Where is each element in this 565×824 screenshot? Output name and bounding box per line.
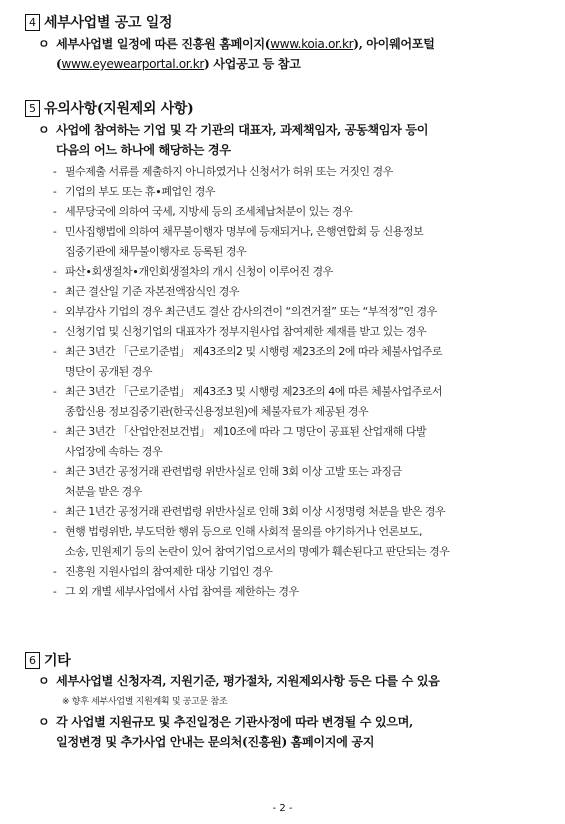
section-title: 유의사항(지원제외 사항) bbox=[44, 101, 194, 117]
bullet-item bbox=[38, 671, 541, 691]
bullet-mark: ㅇ bbox=[38, 715, 50, 729]
dash-mark: - bbox=[53, 225, 57, 238]
list-item bbox=[53, 222, 543, 262]
dash-mark: - bbox=[53, 305, 57, 318]
dash-mark: - bbox=[53, 345, 57, 358]
section-number-box: 4 bbox=[25, 14, 40, 31]
list-item-text: 필수제출 서류를 제출하지 아니하였거나 신청서가 허위 또는 거짓인 경우 bbox=[65, 165, 393, 178]
dash-mark: - bbox=[53, 425, 57, 438]
section-5-header bbox=[25, 98, 193, 118]
dash-mark: - bbox=[53, 265, 57, 278]
dash-mark: - bbox=[53, 285, 57, 298]
list-item bbox=[53, 282, 543, 302]
list-item bbox=[53, 502, 543, 522]
list-item-text: 최근 1년간 공정거래 관련법령 위반사실로 인해 3회 이상 시정명령 처분을 받은 경우 bbox=[65, 505, 446, 518]
list-item-text: 최근 3년간 「근로기준법」 제43조의2 및 시행령 제23조의 2에 따라 체불사업주로 명단이 공개된 경우 bbox=[65, 345, 442, 378]
list-item bbox=[53, 162, 543, 182]
bullet-item bbox=[38, 120, 541, 160]
bullet-text: 각 사업별 지원규모 및 추진일정은 기관사정에 따라 변경될 수 있으며, 일정변경 및 추가사업 안내는 문의처(진흥원) 홈페이지에 공지 bbox=[56, 715, 413, 749]
bullet-text: 세부사업별 일정에 따른 진흥원 홈페이지(www.koia.or.kr), 아이웨어포털 (www.eyewearportal.or.kr) 사업공고 등 참고 bbox=[56, 37, 435, 71]
list-item-text: 최근 3년간 공정거래 관련법령 위반사실로 인해 3회 이상 고발 또는 과징금 처분을 받은 경우 bbox=[65, 465, 402, 498]
list-item-text: 파산∙회생절차∙개인회생절차의 개시 신청이 이루어진 경우 bbox=[65, 265, 333, 278]
section-number-box: 6 bbox=[25, 652, 40, 669]
note-text: ※ 향후 세부사업별 지원계획 및 공고문 참조 bbox=[62, 697, 228, 707]
dash-mark: - bbox=[53, 165, 57, 178]
koia-link[interactable]: www.koia.or.kr bbox=[270, 37, 354, 51]
list-item bbox=[53, 322, 543, 342]
list-item-text: 진흥원 지원사업의 참여제한 대상 기업인 경우 bbox=[65, 565, 273, 578]
list-item bbox=[53, 562, 543, 582]
dash-mark: - bbox=[53, 525, 57, 538]
list-item bbox=[53, 462, 543, 502]
bullet-mark: ㅇ bbox=[38, 37, 50, 51]
list-item-text: 외부감사 기업의 경우 최근년도 결산 감사의견이 “의견거절” 또는 “부적정”인 경우 bbox=[65, 305, 437, 318]
list-item bbox=[53, 582, 543, 602]
list-item bbox=[53, 202, 543, 222]
list-item-text: 그 외 개별 세부사업에서 사업 참여를 제한하는 경우 bbox=[65, 585, 299, 598]
dash-mark: - bbox=[53, 585, 57, 598]
list-item-text: 현행 법령위반, 부도덕한 행위 등으로 인해 사회적 물의를 야기하거나 언론보도, 소송, 민원제기 등의 논란이 있어 참여기업으로서의 명예가 훼손된다고 판단되는 경우 bbox=[65, 525, 450, 558]
list-item bbox=[53, 182, 543, 202]
list-item-text: 최근 3년간 「근로기준법」 제43조3 및 시행령 제23조의 4에 따른 체불사업주로서 종합신용 정보집중기관(한국신용정보원)에 체불자료가 제공된 경우 bbox=[65, 385, 442, 418]
dash-mark: - bbox=[53, 185, 57, 198]
dash-mark: - bbox=[53, 385, 57, 398]
list-item bbox=[53, 262, 543, 282]
dash-mark: - bbox=[53, 565, 57, 578]
list-item-text: 민사집행법에 의하여 채무불이행자 명부에 등재되거나, 은행연합회 등 신용정보 집중기관에 채무불이행자로 등록된 경우 bbox=[65, 225, 424, 258]
section-4-header bbox=[25, 12, 172, 32]
list-item bbox=[53, 382, 543, 422]
bullet-mark: ㅇ bbox=[38, 123, 50, 137]
list-item bbox=[53, 522, 543, 562]
list-item bbox=[53, 342, 543, 382]
dash-mark: - bbox=[53, 205, 57, 218]
dash-mark: - bbox=[53, 325, 57, 338]
bullet-item bbox=[38, 712, 541, 752]
list-item-text: 최근 결산일 기준 자본전액잠식인 경우 bbox=[65, 285, 240, 298]
list-item-text: 세무당국에 의하여 국세, 지방세 등의 조세체납처분이 있는 경우 bbox=[65, 205, 353, 218]
eyewearportal-link[interactable]: www.eyewearportal.or.kr bbox=[61, 57, 204, 71]
bullet-mark: ㅇ bbox=[38, 674, 50, 688]
dash-mark: - bbox=[53, 465, 57, 478]
section-6-header bbox=[25, 650, 70, 670]
list-item bbox=[53, 422, 543, 462]
page-number: - 2 - bbox=[272, 803, 293, 814]
dash-mark: - bbox=[53, 505, 57, 518]
section-title: 세부사업별 공고 일정 bbox=[44, 15, 173, 31]
section-title: 기타 bbox=[44, 653, 71, 669]
list-item-text: 기업의 부도 또는 휴∙폐업인 경우 bbox=[65, 185, 216, 198]
list-item-text: 신청기업 및 신청기업의 대표자가 정부지원사업 참여제한 제재를 받고 있는 경우 bbox=[65, 325, 427, 338]
bullet-item bbox=[38, 34, 541, 74]
list-item-text: 최근 3년간 「산업안전보건법」 제10조에 따라 그 명단이 공표된 산업재해 다발 사업장에 속하는 경우 bbox=[65, 425, 427, 458]
section-number-box: 5 bbox=[25, 100, 40, 117]
bullet-text: 사업에 참여하는 기업 및 각 기관의 대표자, 과제책임자, 공동책임자 등이 다음의 어느 하나에 해당하는 경우 bbox=[56, 123, 429, 157]
list-item bbox=[53, 302, 543, 322]
bullet-text: 세부사업별 신청자격, 지원기준, 평가절차, 지원제외사항 등은 다를 수 있음 bbox=[56, 674, 440, 688]
